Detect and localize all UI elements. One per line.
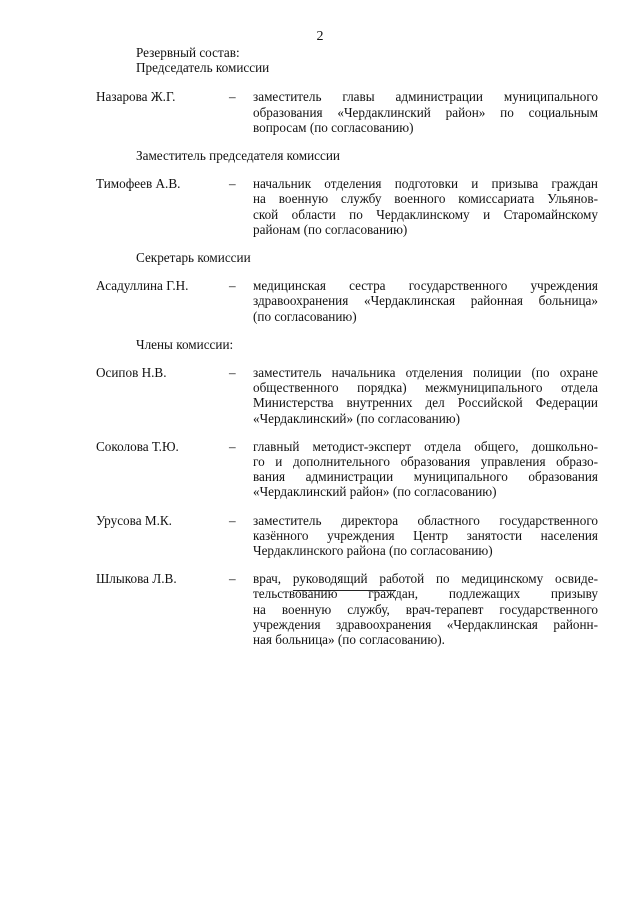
position-line: общественного порядка) межмуниципального отдела (253, 380, 598, 396)
member-name: Тимофеев А.В. (96, 176, 181, 192)
member-position (253, 89, 598, 135)
position-line: районам (по согласованию) (253, 221, 408, 237)
member-name: Соколова Т.Ю. (96, 438, 179, 454)
chairman-entry (96, 89, 598, 135)
position-line: заместитель директора областного государственного (253, 512, 598, 528)
member-name: Назарова Ж.Г. (96, 89, 176, 105)
members-heading: Члены комиссии: (136, 336, 234, 352)
deputy-entry (96, 176, 598, 237)
position-line: на военную службу, врач-терапевт государственного (253, 601, 598, 617)
dash-separator: – (229, 365, 236, 381)
position-line: начальник отделения подготовки и призыва граждан (253, 176, 598, 192)
dash-separator: – (229, 438, 236, 454)
position-line: Чердаклинского района (по согласованию) (253, 543, 493, 559)
member-entry (96, 439, 598, 500)
member-position (253, 571, 598, 647)
member-entry (96, 365, 598, 426)
position-line: на военную службу военного комиссариата Ульянов- (253, 191, 598, 207)
dash-separator: – (229, 89, 236, 105)
position-line: «Чердаклинский район» (по согласованию) (253, 484, 497, 500)
position-line: заместитель главы администрации муниципального (253, 89, 598, 105)
member-position (253, 278, 598, 324)
position-line: вопросам (по согласованию) (253, 119, 414, 135)
secretary-heading: Секретарь комиссии (136, 250, 251, 266)
reserve-title: Резервный состав: (136, 45, 240, 60)
member-name: Шлыкова Л.В. (96, 571, 177, 587)
end-divider-line (293, 590, 396, 591)
member-name: Асадуллина Г.Н. (96, 278, 189, 294)
position-line: медицинская сестра государственного учреждения (253, 278, 598, 294)
position-line: Министерства внутренних дел Российской Федерации (253, 395, 598, 411)
dash-separator: – (229, 176, 236, 192)
position-line: го и дополнительного образования управления образо- (253, 454, 598, 470)
position-line: учреждения здравоохранения «Чердаклинская районн- (253, 616, 598, 632)
page-number: 2 (316, 29, 324, 44)
secretary-entry (96, 278, 598, 324)
position-line: заместитель начальника отделения полиции (по охране (253, 365, 598, 381)
member-position (253, 513, 598, 559)
position-line: образования «Чердаклинский район» по социальным (253, 104, 598, 120)
position-line: вания администрации муниципального образования (253, 469, 598, 485)
position-line: врач, руководящий работой по медицинскому освиде- (253, 571, 598, 587)
deputy-heading: Заместитель председателя комиссии (136, 148, 340, 164)
position-line: ная больница» (по согласованию). (253, 632, 445, 648)
member-position (253, 439, 598, 500)
member-name: Урусова М.К. (96, 512, 172, 528)
dash-separator: – (229, 512, 236, 528)
member-entry (96, 513, 598, 559)
member-entry (96, 571, 598, 647)
dash-separator: – (229, 278, 236, 294)
position-line: «Чердаклинский» (по согласованию) (253, 410, 461, 426)
position-line: (по согласованию) (253, 308, 357, 324)
position-line: тельствованию граждан, подлежащих призыву (253, 586, 598, 602)
member-position (253, 365, 598, 426)
commission-list (96, 45, 598, 647)
member-position (253, 176, 598, 237)
chairman-heading: Председатель комиссии (136, 60, 270, 76)
position-line: главный методист-эксперт отдела общего, дошкольно- (253, 438, 598, 454)
position-line: здравоохранения «Чердаклинская районная больница» (253, 293, 598, 309)
dash-separator: – (229, 571, 236, 587)
position-line: казённого учреждения Центр занятости населения (253, 527, 598, 543)
member-name: Осипов Н.В. (96, 365, 167, 381)
position-line: ской области по Чердаклинскому и Старомайнскому (253, 206, 598, 222)
